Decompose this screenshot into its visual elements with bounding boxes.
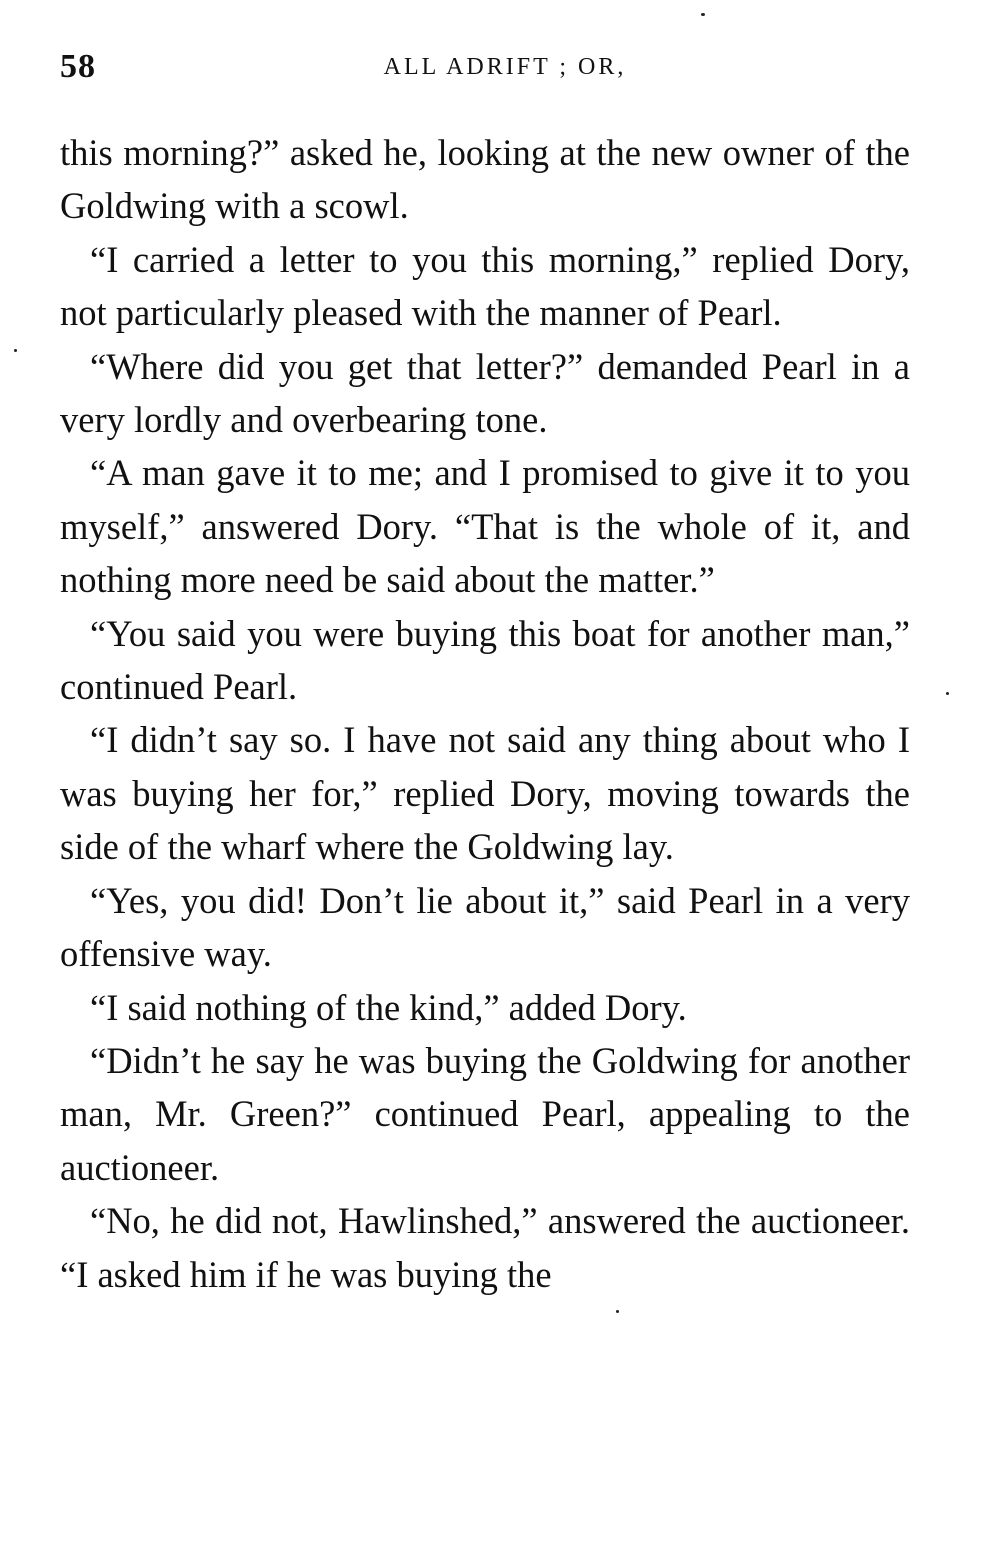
print-speck xyxy=(616,1310,619,1313)
paragraph: this morning?” asked he, looking at the new owner of the Goldwing with a scowl. xyxy=(60,132,910,227)
paragraph: “I said nothing of the kind,” added Dory. xyxy=(90,986,687,1028)
paragraph: “I carried a letter to you this morning,” replied Dory, not particularly pleased with the manner of Pearl. xyxy=(60,238,910,334)
print-speck xyxy=(701,13,705,16)
page-number: 58 xyxy=(60,48,96,85)
paragraph: “Yes, you did! Don’t lie about it,” said Pearl in a very offensive way. xyxy=(60,879,910,975)
body-text xyxy=(60,126,910,1301)
paragraph: “A man gave it to me; and I promised to give it to you myself,” answered Dory. “That is the whole of it, and nothing more need be said about the matter.” xyxy=(60,452,910,601)
print-speck xyxy=(946,692,949,695)
page-header xyxy=(60,48,910,92)
paragraph: “Where did you get that letter?” demanded Pearl in a very lordly and overbearing tone. xyxy=(60,345,910,441)
paragraph: “I didn’t say so. I have not said any thing about who I was buying her for,” replied Dory, moving towards the side of the wharf where the Goldwing lay. xyxy=(60,719,910,868)
paragraph: “You said you were buying this boat for another man,” continued Pearl. xyxy=(60,612,910,708)
paragraph: “Didn’t he say he was buying the Goldwing for another man, Mr. Green?” continued Pearl, appealing to the auctioneer. xyxy=(60,1039,910,1188)
paragraph: “No, he did not, Hawlinshed,” answered the auctioneer. “I asked him if he was buying the xyxy=(60,1200,910,1295)
print-speck xyxy=(14,349,17,352)
running-title: ALL ADRIFT ; OR, xyxy=(383,54,627,80)
